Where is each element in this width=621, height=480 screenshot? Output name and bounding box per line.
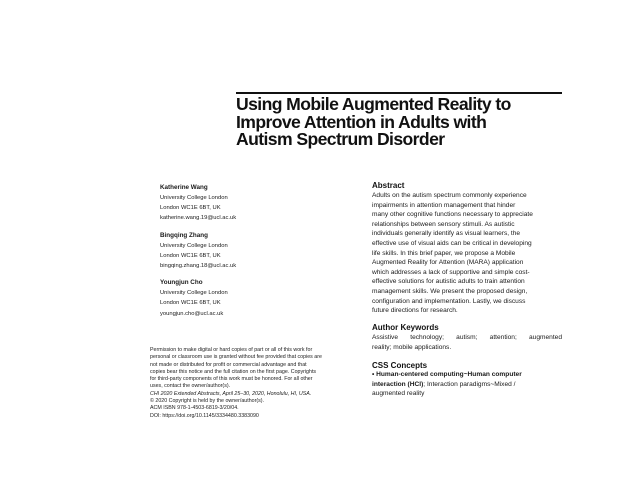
abstract-heading: Abstract <box>372 181 405 190</box>
keywords-line: Assistive technology; autism; attention; augmented <box>372 334 562 341</box>
title-line: Autism Spectrum Disorder <box>236 129 445 149</box>
author-block <box>160 183 350 224</box>
abstract-line: effective solutions for autistic adults to train attention <box>372 278 525 286</box>
author-name: Katherine Wang <box>160 184 208 191</box>
abstract-line: Adults on the autism spectrum commonly experience <box>372 192 527 199</box>
abstract-body <box>372 191 567 316</box>
abstract-line: life skills. In this brief paper, we propose a Mobile <box>372 249 516 257</box>
abstract-line: impairments in attention management that hinder <box>372 201 516 209</box>
abstract-line: relationships between sensory stimuli. As autistic <box>372 220 515 228</box>
author-name: Youngjun Cho <box>160 279 203 287</box>
permission-notice <box>150 347 365 420</box>
abstract-line: configuration and implementation. Lastly, we discuss <box>372 297 526 305</box>
author-email: youngjun.cho@ucl.ac.uk <box>160 310 224 317</box>
ccs-line: augmented reality <box>372 390 425 398</box>
paper-title <box>236 96 566 149</box>
abstract-line: management skills. We present the proposed design, <box>372 287 528 295</box>
abstract-line: individuals generally identify as visual learners, the <box>372 230 521 238</box>
permission-line: personal or classroom use is granted without fee provided that copies are <box>150 354 322 361</box>
ccs-line: • Human-centered computing~Human computer <box>372 371 522 378</box>
abstract-line: future directions for research. <box>372 307 458 315</box>
author-block <box>160 231 350 272</box>
doi-line: DOI: https://doi.org/10.1145/3334480.3383090 <box>150 412 259 419</box>
author-affiliation: University College London <box>160 242 228 249</box>
conference-line: CHI 2020 Extended Abstracts, April 25–30, 2020, Honolulu, HI, USA. <box>150 390 312 397</box>
ccs-rest: ; Interaction paradigms~Mixed / <box>423 380 516 388</box>
abstract-line: which addresses a lack of supportive and simple cost- <box>372 268 530 276</box>
keywords-heading: Author Keywords <box>372 323 439 332</box>
abstract-line: Augmented Reality for Attention (MARA) application <box>372 259 524 267</box>
title-line: Improve Attention in Adults with <box>236 111 487 132</box>
isbn-line: ACM ISBN 978-1-4503-6819-3/20/04. <box>150 405 239 412</box>
ccs-line <box>372 380 567 390</box>
keywords-body <box>372 333 562 352</box>
copyright-line: © 2020 Copyright is held by the owner/author(s). <box>150 398 265 405</box>
author-address: London WC1E 6BT, UK <box>160 300 221 307</box>
author-block <box>160 278 350 319</box>
abstract-line: effective use of visual aids can be critical in developing <box>372 239 532 247</box>
permission-line: not made or distributed for profit or commercial advantage and that <box>150 361 307 368</box>
author-affiliation: University College London <box>160 290 228 297</box>
ccs-body <box>372 370 567 399</box>
author-email: bingqing.zhang.18@ucl.ac.uk <box>160 263 237 270</box>
permission-line: Permission to make digital or hard copies of part or all of this work for <box>150 347 313 353</box>
author-list <box>160 183 350 326</box>
permission-line: copies bear this notice and the full citation on the first page. Copyrights <box>150 368 317 375</box>
author-affiliation: University College London <box>160 195 228 201</box>
keywords-line: reality; mobile applications. <box>372 343 452 351</box>
author-email: katherine.wang.19@ucl.ac.uk <box>160 215 237 222</box>
author-address: London WC1E 6BT, UK <box>160 205 221 212</box>
permission-line: uses, contact the owner/author(s). <box>150 383 231 390</box>
ccs-bold-term: interaction (HCI) <box>372 380 424 388</box>
ccs-heading: CSS Concepts <box>372 361 428 370</box>
author-address: London WC1E 6BT, UK <box>160 252 221 259</box>
abstract-line: many other cognitive functions necessary to appreciate <box>372 211 533 219</box>
title-line: Using Mobile Augmented Reality to <box>236 94 511 114</box>
author-name: Bingqing Zhang <box>160 231 208 239</box>
permission-line: for third-party components of this work must be honored. For all other <box>150 376 313 383</box>
